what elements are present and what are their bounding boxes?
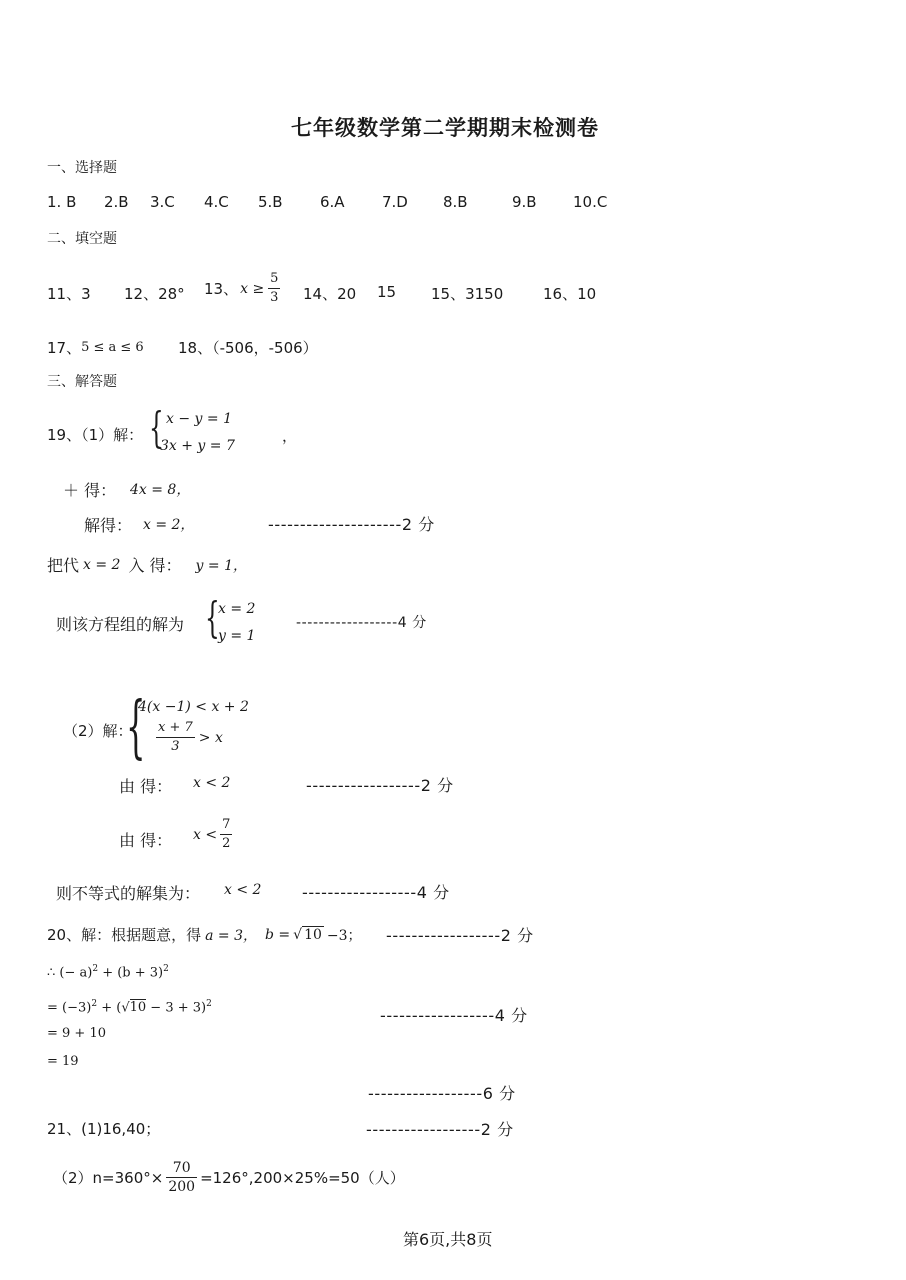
q19-comma: ，: [282, 427, 298, 445]
q19-equation-1: x − y = 1: [166, 411, 232, 427]
fill-answer-14-extra: 15: [377, 283, 397, 301]
fill-13-expr: x ≥: [240, 280, 265, 297]
q19-by2-expression: [193, 816, 232, 853]
choice-answer-7: 7.D: [382, 193, 408, 211]
q19-substitute-line: [47, 553, 247, 576]
q19-inequality-brace: {: [126, 688, 146, 767]
q19-substitute-label-b: 入 得：: [128, 556, 182, 575]
q20-result-line: = 19: [47, 1054, 79, 1069]
fill-17-prefix: 17、: [47, 339, 82, 357]
q19-by1-label: 由 得：: [119, 777, 173, 796]
q19-by2-denominator: 2: [222, 836, 231, 851]
q19-system-solution-label: 则该方程组的解为: [56, 615, 185, 634]
choice-answer-4: 4.C: [204, 193, 229, 211]
section-heading-fill: 二、填空题: [47, 231, 117, 247]
q19-by2-label: 由 得：: [119, 831, 173, 850]
q19-by2-expr: x <: [193, 826, 218, 843]
q20-line1-a: ∴ (− a): [47, 965, 93, 981]
q21-part2: [53, 1159, 405, 1196]
choice-answer-10: 10.C: [573, 193, 608, 211]
q19-system-brace: {: [149, 403, 164, 452]
q19-substitute-expr: x = 2: [83, 556, 121, 573]
q19-substitute-result: y = 1，: [195, 557, 247, 574]
q19-solution-brace: {: [205, 593, 220, 642]
choice-answer-3: 3.C: [150, 193, 175, 211]
fill-answer-14: 14、20: [303, 285, 357, 303]
q20-a-expression: a = 3，: [205, 927, 257, 944]
q20-line-1: [47, 924, 362, 945]
q19-solution-set-label: 则不等式的解集为：: [56, 884, 201, 903]
choice-answer-9: 9.B: [512, 193, 537, 211]
fill-13-prefix: 13、: [204, 280, 239, 298]
q19-substitute-label-a: 把代: [47, 556, 80, 575]
q19-inequality-2-denominator: 3: [171, 739, 180, 754]
q20-substitution-line: [47, 999, 212, 1015]
q19-inequality-2-fraction: [156, 719, 195, 756]
q21-fraction: [166, 1159, 197, 1196]
q19-add-expression: 4x = 8，: [130, 482, 191, 498]
fill-answer-11: 11、3: [47, 285, 91, 303]
q19-inequality-2-rest: > x: [198, 729, 223, 746]
q20-line2-sup2: 2: [206, 999, 212, 1009]
section-heading-choice: 一、选择题: [47, 160, 117, 176]
choice-answer-8: 8.B: [443, 193, 468, 211]
q19-solution-set-expression: x < 2: [224, 882, 262, 898]
fill-13-numerator: 5: [268, 270, 280, 289]
q19-solve-expression: x = 2，: [143, 517, 195, 533]
q20-line2-sqrt-radicand: 10: [129, 1000, 147, 1016]
q19-equation-2: 3x + y = 7: [160, 438, 235, 454]
choice-answer-6: 6.A: [320, 193, 345, 211]
q20-b-expression-a: b =: [264, 926, 291, 943]
q20-line2-c: − 3 + 3): [146, 1000, 207, 1016]
q19-part2-label: （2）解：: [63, 722, 133, 740]
q19-by2-numerator: 7: [220, 816, 232, 835]
q20-label: 20、解：根据题意，得: [47, 926, 202, 944]
q20-line2-a: = (−3): [47, 1000, 92, 1016]
choice-answer-2: 2.B: [104, 193, 129, 211]
q19-solve-label: 解得：: [84, 516, 133, 535]
choice-answer-1: 1. B: [47, 193, 77, 211]
page-title: 七年级数学第二学期期末检测卷: [291, 116, 599, 140]
q21-part1: 21、(1)16,40；: [47, 1120, 161, 1138]
q20-line2-sqrt-sign: √: [121, 1000, 130, 1016]
q21-fraction-numerator: 70: [166, 1159, 197, 1178]
fill-17-expr: 5 ≤ a ≤ 6: [81, 340, 144, 355]
q19-by1-expression: x < 2: [193, 775, 231, 791]
q20-score-mark-6: ------------------6 分: [368, 1084, 516, 1103]
q19-inequality-2-numerator: x + 7: [156, 719, 195, 738]
q20-line1-b: + (b + 3): [98, 965, 164, 981]
q20-therefore-line: [47, 964, 169, 980]
fill-answer-16: 16、10: [543, 285, 597, 303]
q20-b-expression-b: −3；: [326, 927, 362, 944]
fill-13-denominator: 3: [270, 290, 279, 305]
q19-score-mark-2: ---------------------2 分: [268, 515, 435, 534]
q19-label: 19、（1）解：: [47, 426, 144, 444]
q20-sqrt-sign: √: [293, 926, 303, 943]
q21-score-mark-2: ------------------2 分: [366, 1120, 514, 1139]
q20-sum-line: = 9 + 10: [47, 1026, 106, 1041]
fill-answer-18: 18、（-506，-506）: [178, 339, 318, 357]
q19-part2-score-mark-4: ------------------4 分: [302, 883, 450, 902]
q19-solution-x: x = 2: [218, 601, 256, 617]
q21-part2-a: （2）n=360°×: [53, 1169, 164, 1187]
q20-line1-sup: 2: [92, 964, 99, 974]
q20-score-mark-4: ------------------4 分: [380, 1006, 528, 1025]
fill-answer-13: [204, 270, 280, 307]
fill-13-fraction: [268, 270, 280, 307]
q20-score-mark-2: ------------------2 分: [386, 926, 534, 945]
q20-line2-sup: 2: [91, 999, 98, 1009]
q20-line2-b: + (: [97, 1000, 122, 1016]
q19-part2-score-mark-2: ------------------2 分: [306, 776, 454, 795]
choice-answer-5: 5.B: [258, 193, 283, 211]
page-footer: 第6页,共8页: [403, 1230, 493, 1249]
fill-answer-17: [47, 337, 144, 358]
q19-by2-fraction: [220, 816, 232, 853]
q21-part2-b: =126°,200×25%=50（人）: [200, 1169, 405, 1187]
q19-solution-y: y = 1: [218, 628, 256, 644]
q20-line1-sup2: 2: [163, 964, 169, 974]
fill-answer-15: 15、3150: [431, 285, 504, 303]
q19-inequality-1: 4(x −1) < x + 2: [138, 699, 249, 715]
q19-add-label: ＋ 得：: [63, 481, 117, 500]
q19-inequality-2: [156, 719, 223, 756]
q21-fraction-denominator: 200: [168, 1179, 196, 1195]
fill-answer-12: 12、28°: [124, 285, 185, 303]
q19-score-mark-4: ------------------4 分: [296, 615, 427, 631]
section-heading-solve: 三、解答题: [47, 374, 117, 390]
q20-sqrt-radicand: 10: [304, 927, 322, 943]
